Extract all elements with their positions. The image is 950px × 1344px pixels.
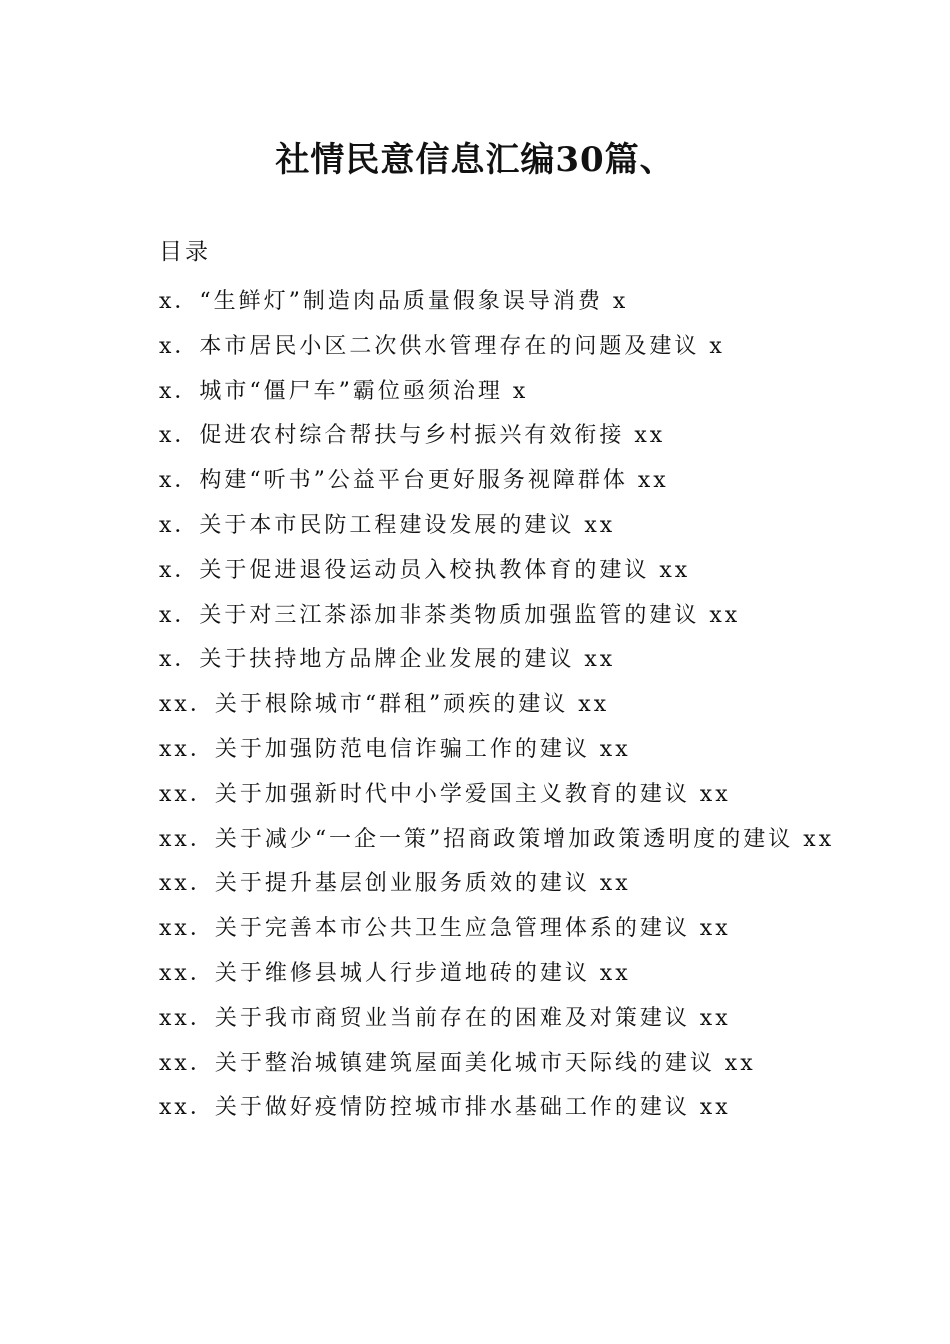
- toc-item: xx．关于我市商贸业当前存在的困难及对策建议 xx: [159, 1005, 731, 1031]
- toc-item: x．“生鲜灯”制造肉品质量假象误导消费 x: [159, 289, 629, 314]
- toc-item: x．促进农村综合帮扶与乡村振兴有效衔接 xx: [159, 423, 666, 449]
- toc-item: x．关于促进退役运动员入校执教体育的建议 xx: [159, 557, 691, 583]
- toc-item: xx．关于整治城镇建筑屋面美化城市天际线的建议 xx: [159, 1050, 756, 1076]
- toc-list: [118, 280, 838, 1131]
- toc-item: xx．关于加强新时代中小学爱国主义教育的建议 xx: [159, 781, 731, 807]
- toc-item: xx．关于加强防范电信诈骗工作的建议 xx: [159, 736, 631, 762]
- toc-item: xx．关于提升基层创业服务质效的建议 xx: [159, 871, 631, 897]
- toc-item: xx．关于做好疫情防控城市排水基础工作的建议 xx: [159, 1095, 731, 1121]
- toc-item: x．关于对三江茶添加非茶类物质加强监管的建议 xx: [159, 602, 741, 628]
- document-title: 社情民意信息汇编30篇、: [275, 140, 675, 180]
- toc-item: x．关于本市民防工程建设发展的建议 xx: [159, 512, 616, 538]
- toc-item: x．关于扶持地方品牌企业发展的建议 xx: [159, 647, 616, 673]
- toc-item: xx．关于维修县城人行步道地砖的建议 xx: [159, 960, 631, 986]
- toc-item: x．城市“僵尸车”霸位亟须治理 x: [159, 378, 529, 404]
- toc-item: xx．关于根除城市“群租”顽疾的建议 xx: [159, 692, 610, 718]
- toc-item: x．本市居民小区二次供水管理存在的问题及建议 x: [159, 333, 725, 359]
- toc-item: xx．关于减少“一企一策”招商政策增加政策透明度的建议 xx: [159, 826, 835, 852]
- toc-item: x．构建“听书”公益平台更好服务视障群体 xx: [159, 468, 669, 494]
- toc-item: xx．关于完善本市公共卫生应急管理体系的建议 xx: [159, 916, 731, 942]
- toc-heading: 目录: [159, 239, 211, 265]
